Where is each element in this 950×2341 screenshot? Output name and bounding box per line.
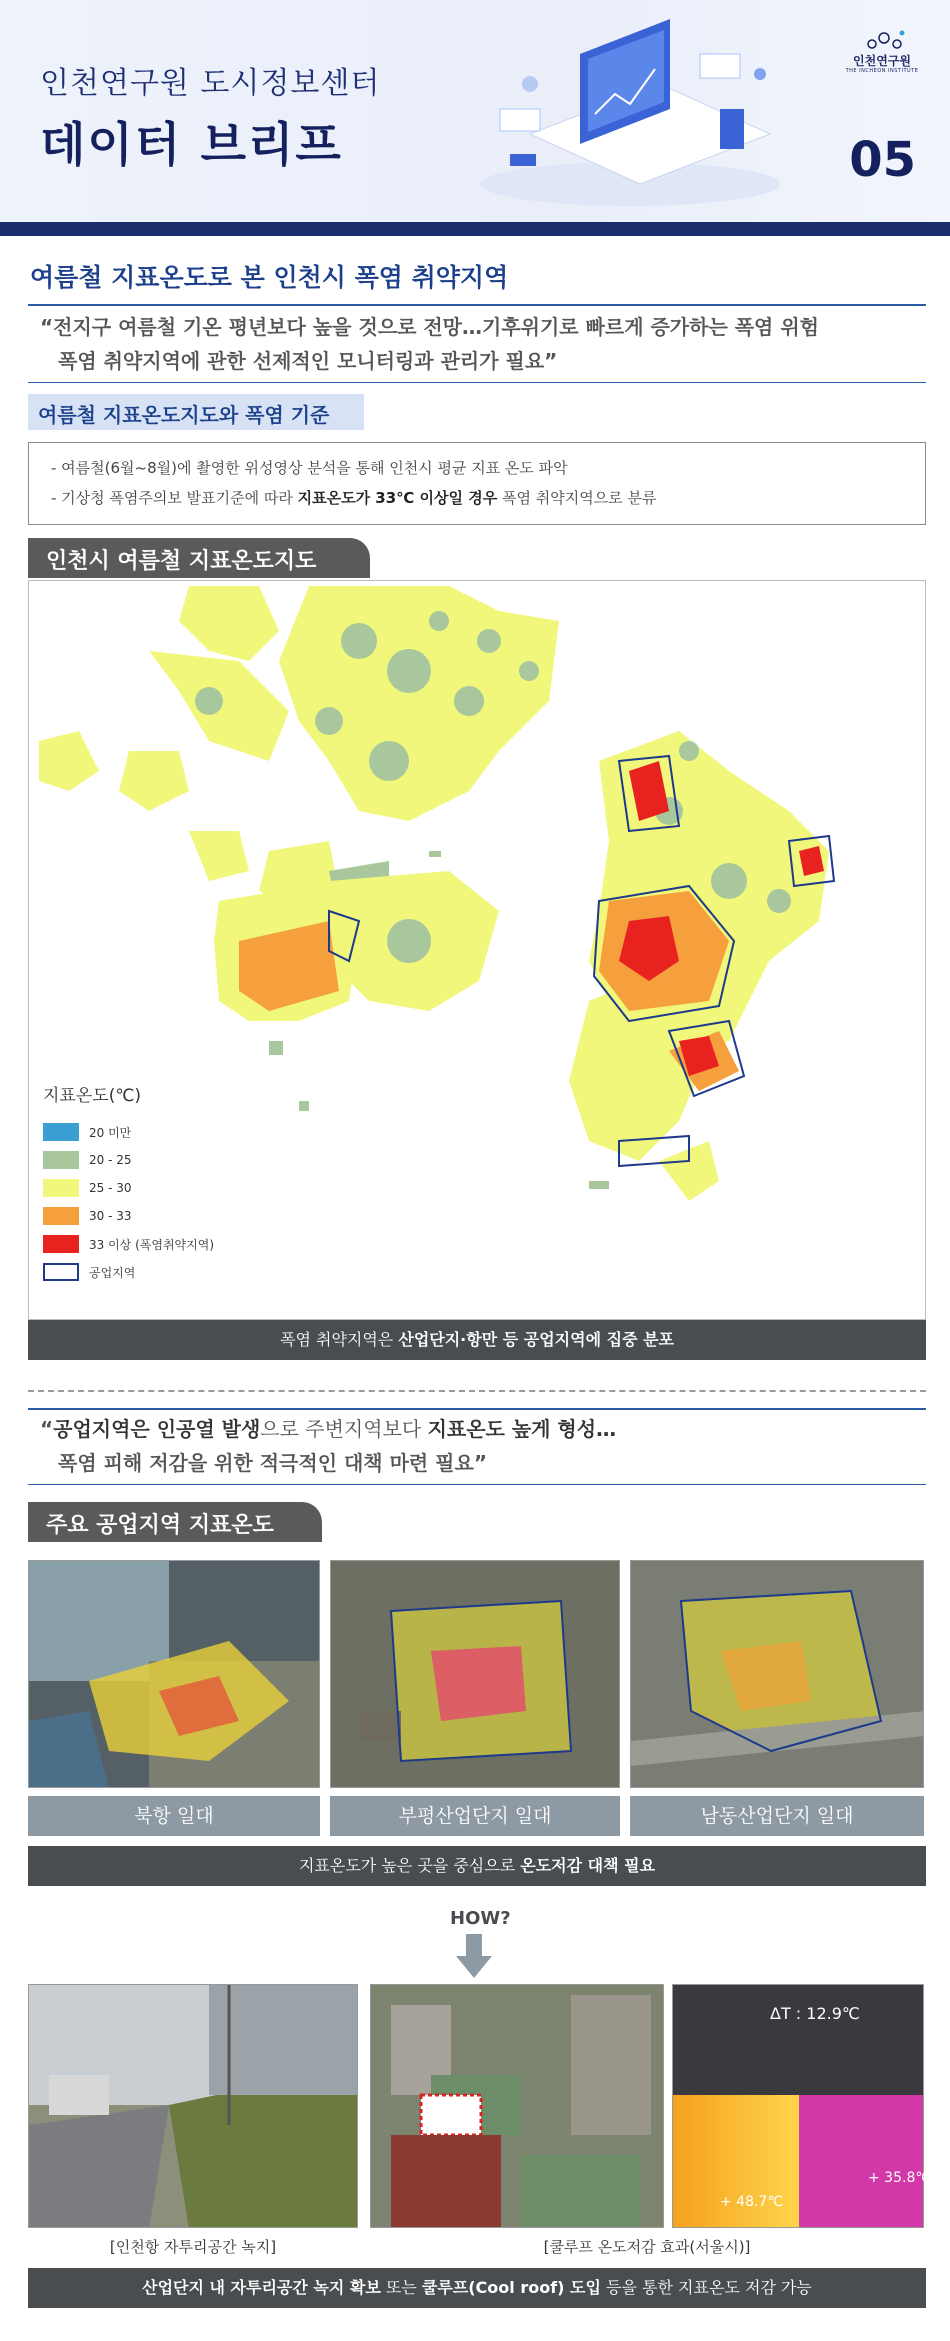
photo-caption: [인천항 자투리공간 녹지]	[109, 2238, 277, 2256]
legend-label: 20 - 25	[89, 1153, 132, 1167]
legend-swatch	[43, 1179, 79, 1197]
green-space-photo	[28, 1984, 358, 2228]
bullet-text: - 여름철(6월~8월)에 촬영한 위성영상 분석을 통해 인천시 평균 지표 온도 파악	[51, 459, 568, 477]
legend-item	[43, 1146, 214, 1174]
legend-title: 지표온도(℃)	[43, 1086, 142, 1106]
legend-label: 공업지역	[89, 1265, 136, 1280]
section-title: 여름철 지표온도로 본 인천시 폭염 취약지역	[30, 263, 509, 292]
quote-line: “전지구 여름철 기온 평년보다 높을 것으로 전망…기후위기로 빠르게 증가하는 폭염 위험	[40, 315, 819, 339]
legend-swatch	[43, 1151, 79, 1169]
bukhang-photo	[28, 1560, 320, 1788]
legend-label: 25 - 30	[89, 1181, 132, 1195]
cool-roof-photo	[370, 1984, 664, 2228]
heat-map	[28, 580, 926, 1320]
photo-caption: 남동산업단지 일대	[630, 1796, 924, 1836]
quote-line: 폭염 피해 저감을 위한 적극적인 대책 마련 필요”	[58, 1451, 487, 1475]
divider	[28, 382, 926, 383]
map-caption: 폭염 취약지역은 산업단지·항만 등 공업지역에 집중 분포	[28, 1320, 926, 1360]
header	[0, 0, 950, 222]
thermal-left-label: + 48.7℃	[720, 2194, 784, 2210]
quote-line: “공업지역은 인공열 발생으로 주변지역보다 지표온도 높게 형성…	[40, 1417, 617, 1441]
legend-label: 33 이상 (폭염취약지역)	[89, 1237, 214, 1252]
quote-line: 폭염 취약지역에 관한 선제적인 모니터링과 관리가 필요”	[58, 349, 558, 373]
divider	[28, 1408, 926, 1410]
legend-item	[43, 1174, 214, 1202]
legend-item	[43, 1258, 214, 1286]
industrial-tab: 주요 공업지역 지표온도	[28, 1502, 322, 1542]
bullet-text: - 기상청 폭염주의보 발표기준에 따라 지표온도가 33℃ 이상일 경우 폭염 취약지역으로 분류	[51, 489, 657, 507]
thermal-delta-label: ΔT : 12.9℃	[770, 2004, 860, 2023]
photo-caption: [쿨루프 온도저감 효과(서울시)]	[543, 2238, 751, 2256]
issue-number: 05	[849, 132, 916, 188]
dashed-divider	[28, 1390, 926, 1392]
logo-mark-icon	[866, 30, 906, 52]
photo-caption: 북항 일대	[28, 1796, 320, 1836]
legend-swatch	[43, 1207, 79, 1225]
legend-label: 20 미만	[89, 1125, 132, 1140]
legend-item	[43, 1202, 214, 1230]
info-box	[28, 442, 926, 525]
legend-swatch	[43, 1235, 79, 1253]
map-legend	[43, 1081, 214, 1286]
subsection-title: 여름철 지표온도지도와 폭염 기준	[28, 394, 364, 430]
data-illustration-icon	[470, 14, 800, 214]
map-tab: 인천시 여름철 지표온도지도	[28, 538, 370, 578]
photo-caption: 부평산업단지 일대	[330, 1796, 620, 1836]
namdong-photo	[630, 1560, 924, 1788]
how-label: HOW?	[450, 1908, 511, 1929]
org-name: 인천연구원 도시정보센터	[40, 66, 381, 101]
thermal-right-label: + 35.8℃	[868, 2170, 932, 2186]
legend-label: 30 - 33	[89, 1209, 132, 1223]
legend-item	[43, 1230, 214, 1258]
logo	[832, 30, 922, 80]
divider	[28, 1484, 926, 1485]
page-title: 데이터 브리프	[40, 118, 343, 173]
bupyeong-photo	[330, 1560, 620, 1788]
header-divider	[0, 222, 950, 236]
industrial-caption: 지표온도가 높은 곳을 중심으로 온도저감 대책 필요	[28, 1846, 926, 1886]
logo-subtext: THE INCHEON INSTITUTE	[845, 68, 919, 74]
logo-text: 인천연구원	[853, 54, 911, 68]
legend-swatch	[43, 1123, 79, 1141]
legend-swatch	[43, 1263, 79, 1281]
divider	[28, 304, 926, 306]
down-arrow-icon	[456, 1934, 492, 1978]
conclusion-bar: 산업단지 내 자투리공간 녹지 확보 또는 쿨루프(Cool roof) 도입 등을 통한 지표온도 저감 가능	[28, 2268, 926, 2308]
legend-item	[43, 1118, 214, 1146]
